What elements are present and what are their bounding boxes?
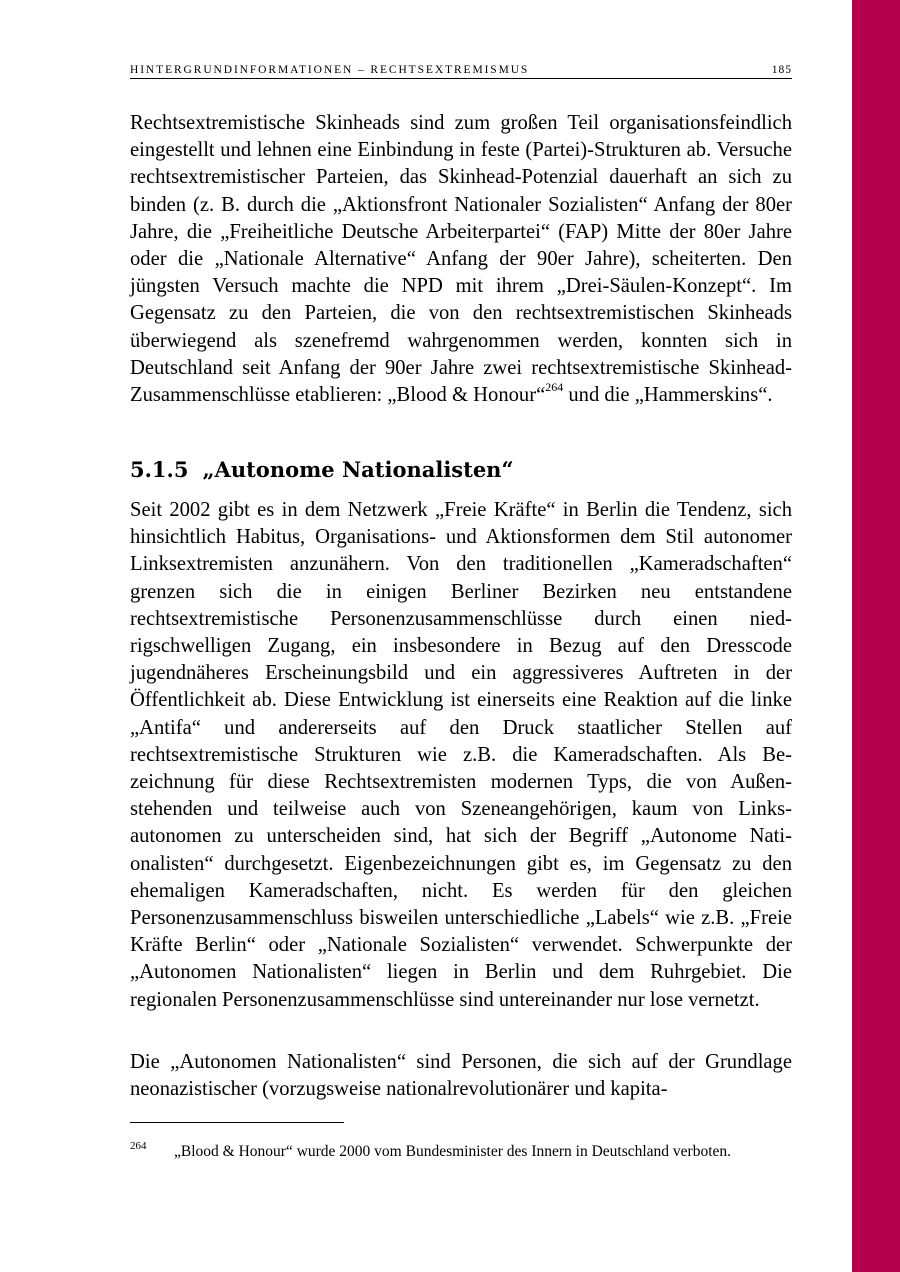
section-heading [130, 455, 514, 485]
footnote-reference[interactable]: 264 [545, 380, 564, 395]
footnote [130, 1142, 792, 1162]
section-number: 5.1.5 [130, 457, 189, 482]
running-title: HINTERGRUNDINFORMATIONEN – RECHTSEXTREMISMUS [130, 64, 530, 76]
paragraph-text-end: und die „Hammerskins“. [563, 384, 773, 407]
paragraph-text: Rechtsextremistische Skinheads sind zum großen Teil organisationsfeindlich eingestellt und lehnen eine Einbindung in feste (Partei)-Strukturen ab. Versuche rechtsextremistischer Parteien, das Skinhead-Potenzial dauerhaft an sich zu binden (z. B. durch die „Aktionsfront Nationaler Sozialisten“ Anfang der 80er Jahre, die „Freiheitliche Deutsche Arbeiterpartei“ (FAP) Mitte der 80er Jahre oder die „Nationale Alternative“ Anfang der 90er Jahre), scheiterten. Den jüngsten Versuch machte die NPD mit ihrem „Drei-Säulen-Konzept“. Im Gegensatz zu den Parteien, die von den rechtsextremistischen Skinheads überwiegend als szenefremd wahrgenommen werden, konnten sich in Deutschland seit Anfang der 90er Jahre zwei rechtsextremistische Skinhead-Zusammenschlüsse etablieren: „Blood & Honour“ [130, 112, 792, 407]
footnote-divider [130, 1122, 344, 1123]
paragraph-skinheads [130, 110, 792, 409]
running-header [130, 64, 792, 79]
paragraph-continued: Die „Autonomen Nationalisten“ sind Personen, die sich auf der Grundlage neonazistischer (vorzugsweise nationalrevolutionärer und kapita- [130, 1051, 792, 1101]
paragraph-autonome-nationalisten: Seit 2002 gibt es in dem Netzwerk „Freie Kräfte“ in Berlin die Tendenz, sich hinsichtlich Habitus, Organisations- und Aktionsformen dem Stil autonomer Linksextremisten anzunähern. Von den traditionellen „Kameradschaften“ grenzen sich die in einigen Berliner Bezirken neu entstandene rechtsextremistische Personenzusammenschlüsse durch einen niedrigschwelligen Zugang, ein insbesondere in Bezug auf den Dresscode jugendnäheres Erscheinungsbild und ein aggressiveres Auftreten in der Öffentlichkeit ab. Diese Entwicklung ist einerseits eine Reaktion auf die linke „Antifa“ und andererseits auf den Druck staatlicher Stellen auf rechtsextremistische Strukturen wie z.B. die Kameradschaften. Als Bezeichnung für diese Rechtsextremisten modernen Typs, die von Außenstehenden und teilweise auch von Szeneangehörigen, kaum von Linksautonomen zu unterscheiden sind, hat sich der Begriff „Autonome Nationalisten“ durchgesetzt. Eigenbezeichnungen gibt es, im Gegensatz zu den ehemaligen Kameradschaften, nicht. Es werden für den gleichen Personenzusammenschluss bisweilen unterschiedliche „Labels“ wie z.B. „Freie Kräfte Berlin“ oder „Nationale Sozialisten“ verwendet. Schwerpunkte der „Autonomen Nationalisten“ liegen in Berlin und dem Ruhrgebiet. Die regionalen Personenzusammenschlüsse sind untereinander nur lose vernetzt. [130, 499, 792, 1011]
section-title: „Autonome Nationalisten“ [202, 457, 514, 482]
footnote-mark: 264 [130, 1140, 147, 1152]
page-number: 185 [771, 64, 792, 76]
footnote-text: „Blood & Honour“ wurde 2000 vom Bundesminister des Innern in Deutschland verboten. [174, 1143, 732, 1160]
sidebar-color-bar [852, 0, 900, 1272]
